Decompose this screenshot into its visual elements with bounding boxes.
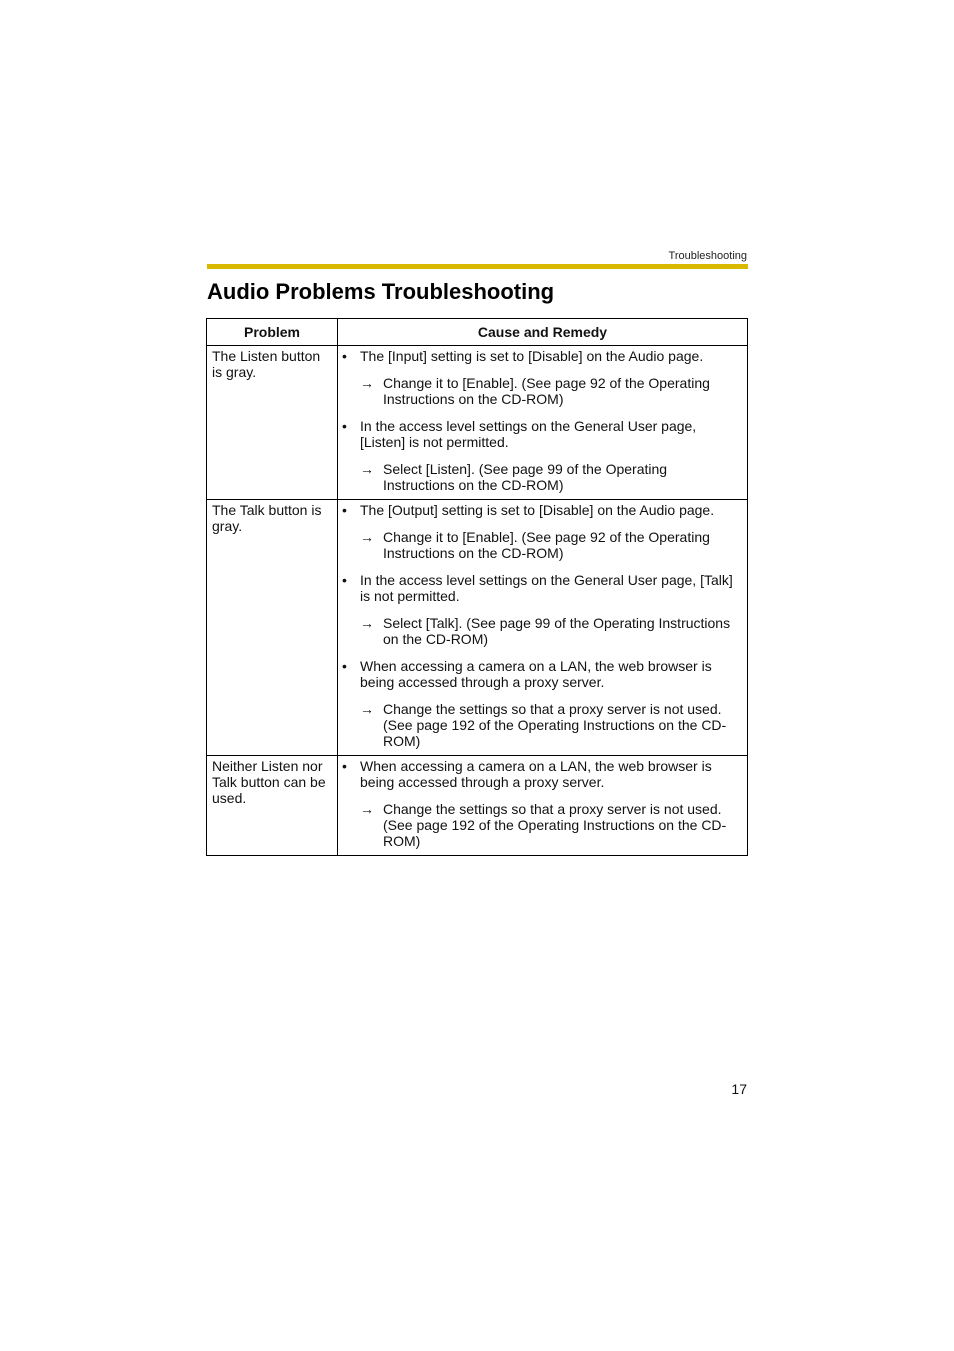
remedy-item	[360, 461, 741, 493]
remedy-item	[360, 701, 741, 749]
cause-text: In the access level settings on the General User page, [Talk] is not permitted.	[360, 572, 733, 604]
page-title: Audio Problems Troubleshooting	[207, 279, 555, 304]
cause-item	[342, 658, 741, 690]
cause-text: The [Output] setting is set to [Disable] on the Audio page.	[360, 502, 715, 518]
cause-text: When accessing a camera on a LAN, the web browser is being accessed through a proxy server.	[360, 658, 712, 690]
remedy-text: Change it to [Enable]. (See page 92 of the Operating Instructions on the CD-ROM)	[383, 375, 710, 407]
column-header-problem: Problem	[207, 319, 338, 346]
bullet-icon: •	[342, 502, 347, 518]
cause-text: In the access level settings on the General User page, [Listen] is not permitted.	[360, 418, 697, 450]
table-row	[207, 346, 748, 500]
remedy-item	[360, 801, 741, 849]
remedy-item	[360, 529, 741, 561]
column-header-cause-remedy: Cause and Remedy	[338, 319, 748, 346]
troubleshooting-table	[206, 318, 748, 856]
table-row	[207, 500, 748, 756]
remedy-item	[360, 375, 741, 407]
arrow-right-icon: →	[360, 461, 374, 477]
remedy-text: Select [Listen]. (See page 99 of the Operating Instructions on the CD-ROM)	[383, 461, 668, 493]
cause-remedy-cell	[338, 346, 748, 500]
bullet-icon: •	[342, 758, 347, 774]
arrow-right-icon: →	[360, 801, 374, 817]
bullet-icon: •	[342, 658, 347, 674]
remedy-text: Change it to [Enable]. (See page 92 of the Operating Instructions on the CD-ROM)	[383, 529, 710, 561]
problem-cell: Neither Listen nor Talk button can be used.	[207, 756, 338, 856]
cause-text: When accessing a camera on a LAN, the web browser is being accessed through a proxy server.	[360, 758, 712, 790]
cause-remedy-cell	[338, 756, 748, 856]
bullet-icon: •	[342, 348, 347, 364]
cause-item	[342, 502, 741, 518]
table-body	[207, 346, 748, 856]
arrow-right-icon: →	[360, 615, 374, 631]
cause-text: The [Input] setting is set to [Disable] on the Audio page.	[360, 348, 704, 364]
table-row	[207, 756, 748, 856]
cause-remedy-cell	[338, 500, 748, 756]
remedy-item	[360, 615, 741, 647]
cause-item	[342, 758, 741, 790]
arrow-right-icon: →	[360, 701, 374, 717]
running-header: Troubleshooting	[668, 250, 747, 262]
bullet-icon: •	[342, 572, 347, 588]
page-number: 17	[731, 1081, 747, 1097]
remedy-text: Change the settings so that a proxy server is not used. (See page 192 of the Operating Instructions on the CD-ROM)	[383, 701, 727, 749]
remedy-text: Select [Talk]. (See page 99 of the Operating Instructions on the CD-ROM)	[383, 615, 731, 647]
cause-item	[342, 418, 741, 450]
header-rule	[207, 264, 748, 269]
problem-cell: The Talk button is gray.	[207, 500, 338, 756]
table-header-row	[207, 319, 748, 346]
arrow-right-icon: →	[360, 375, 374, 391]
arrow-right-icon: →	[360, 529, 374, 545]
problem-cell: The Listen button is gray.	[207, 346, 338, 500]
remedy-text: Change the settings so that a proxy server is not used. (See page 192 of the Operating Instructions on the CD-ROM)	[383, 801, 727, 849]
bullet-icon: •	[342, 418, 347, 434]
cause-item	[342, 348, 741, 364]
cause-item	[342, 572, 741, 604]
